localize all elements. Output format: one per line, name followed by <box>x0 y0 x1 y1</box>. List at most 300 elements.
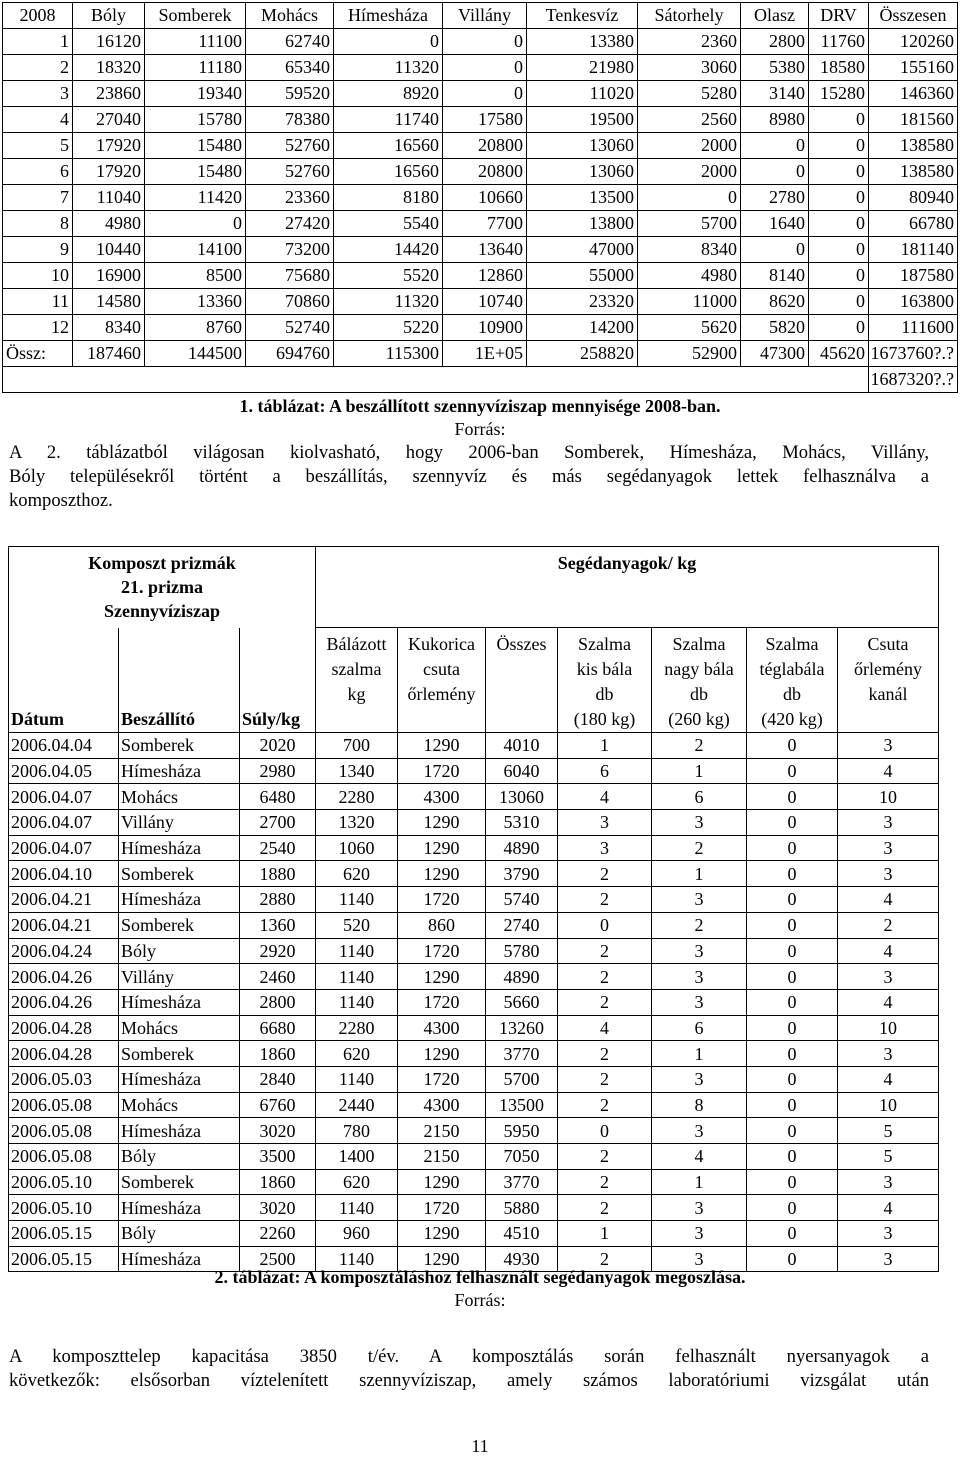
hdr-line: Összes <box>496 634 547 654</box>
table2-cell: Hímesháza <box>119 989 240 1015</box>
table1-cell: 146360 <box>869 81 958 107</box>
table1-cell: 8340 <box>73 315 145 341</box>
table2-cell: 3 <box>652 938 747 964</box>
table1-cell: 8140 <box>741 263 809 289</box>
table2-cell: 5880 <box>486 1195 558 1221</box>
table2-cell: 1290 <box>398 1246 486 1272</box>
table1-cell: 15480 <box>145 133 246 159</box>
table1-row <box>3 211 958 237</box>
table1-cell: 23860 <box>73 81 145 107</box>
table2-row <box>9 1169 939 1195</box>
table2-cell: 1290 <box>398 1041 486 1067</box>
table2-cell: Bóly <box>119 1144 240 1170</box>
table2-cell: 2 <box>558 1144 652 1170</box>
table1-cell: 11180 <box>145 55 246 81</box>
table2-cell: 8 <box>652 1092 747 1118</box>
compost-prism-title <box>9 547 316 628</box>
table2-row <box>9 1144 939 1170</box>
table2-cell: 3 <box>838 733 939 759</box>
table2-cell: 1140 <box>316 989 398 1015</box>
table1-cell: 2780 <box>741 185 809 211</box>
table1-cell: 8760 <box>145 315 246 341</box>
table2-cell: 1140 <box>316 1246 398 1272</box>
table1-cell: 13060 <box>527 159 638 185</box>
table1-header-cell: Tenkesvíz <box>527 3 638 29</box>
table2-row <box>9 758 939 784</box>
table1-cell: 5540 <box>334 211 443 237</box>
table2-cell: 2800 <box>240 989 316 1015</box>
table2-cell: 1 <box>652 1169 747 1195</box>
paragraph-2-line: A komposzttelep kapacitása 3850 t/év. A komposztálás során felhasznált nyersanyagok a <box>9 1346 929 1367</box>
sludge-delivery-table <box>2 2 958 393</box>
table2-row <box>9 861 939 887</box>
table2-cell: 2 <box>652 912 747 938</box>
table1-cell: 14200 <box>527 315 638 341</box>
table2-cell: 6760 <box>240 1092 316 1118</box>
table1-cell: 17920 <box>73 133 145 159</box>
table2-cell: 0 <box>747 810 838 836</box>
table2-row <box>9 1015 939 1041</box>
table2-row <box>9 1041 939 1067</box>
table2-cell: 2920 <box>240 938 316 964</box>
table2-caption: 2. táblázat: A komposztáláshoz felhasznált segédanyagok megoszlása. <box>214 1267 746 1287</box>
table1-cell: 12 <box>3 315 73 341</box>
table1-cell: 66780 <box>869 211 958 237</box>
table2-cell: 6680 <box>240 1015 316 1041</box>
table1-cell: 0 <box>809 211 869 237</box>
table2-cell: 0 <box>747 989 838 1015</box>
table2-cell: 2540 <box>240 835 316 861</box>
table1-cell: 27420 <box>246 211 334 237</box>
table1-cell: 59520 <box>246 81 334 107</box>
table2-cell: 2006.04.21 <box>9 887 119 913</box>
table2-cell: 3020 <box>240 1118 316 1144</box>
table1-cell: 10 <box>3 263 73 289</box>
table1-cell: 0 <box>741 133 809 159</box>
col-suly: Súly/kg <box>240 628 316 733</box>
table1-cell: 3140 <box>741 81 809 107</box>
table2-cell: 4 <box>838 758 939 784</box>
table1-cell: 47000 <box>527 237 638 263</box>
table1-cell: 0 <box>809 159 869 185</box>
table2-cell: 2 <box>558 1169 652 1195</box>
table2-cell: 6 <box>652 784 747 810</box>
table2-cell: 0 <box>747 964 838 990</box>
table2-cell: 5700 <box>486 1066 558 1092</box>
table2-cell: 2006.04.07 <box>9 835 119 861</box>
table1-cell: 11420 <box>145 185 246 211</box>
table2-cell: 2006.05.03 <box>9 1066 119 1092</box>
table1-sum-cell: 47300 <box>741 341 809 367</box>
table2-cell: 3 <box>838 1041 939 1067</box>
table1-cell: 19340 <box>145 81 246 107</box>
table2-cell: 0 <box>747 887 838 913</box>
table2-row <box>9 887 939 913</box>
table2-cell: 1140 <box>316 964 398 990</box>
paragraph-1-line: Bóly településekről történt a beszállítás, szennyvíz és más segédanyagok lettek felhasználva a <box>9 466 929 487</box>
table2-cell: 4890 <box>486 835 558 861</box>
table2-cell: 2 <box>558 1195 652 1221</box>
table2-row <box>9 1221 939 1247</box>
table1-cell: 5820 <box>741 315 809 341</box>
table1-header-cell: Bóly <box>73 3 145 29</box>
table2-cell: 0 <box>747 1066 838 1092</box>
table1-cell: 13360 <box>145 289 246 315</box>
table1-sum-cell: 115300 <box>334 341 443 367</box>
table2-row <box>9 784 939 810</box>
table2-cell: 1880 <box>240 861 316 887</box>
page-number: 11 <box>471 1436 489 1456</box>
table1-cell: 17580 <box>443 107 527 133</box>
table1-cell: 4 <box>3 107 73 133</box>
table2-cell: Hímesháza <box>119 1118 240 1144</box>
col-nagy-bala <box>652 628 747 733</box>
hdr-line: Csuta <box>867 634 909 654</box>
table1-cell: 5 <box>3 133 73 159</box>
table2-cell: 0 <box>747 861 838 887</box>
hdr-line: Szalma <box>765 634 819 654</box>
table2-cell: 10 <box>838 1015 939 1041</box>
table2-cell: 2280 <box>316 784 398 810</box>
table1-cell: 18320 <box>73 55 145 81</box>
table2-cell: 3 <box>652 887 747 913</box>
col-kis-bala <box>558 628 652 733</box>
table1-cell: 17920 <box>73 159 145 185</box>
table2-cell: 780 <box>316 1118 398 1144</box>
table2-cell: 0 <box>747 1015 838 1041</box>
table2-cell: 3 <box>838 1169 939 1195</box>
table1-header-cell: Somberek <box>145 3 246 29</box>
table2-cell: 4 <box>838 938 939 964</box>
table2-cell: 1720 <box>398 758 486 784</box>
hdr-line: kg <box>347 684 366 704</box>
table2-row <box>9 989 939 1015</box>
table2-cell: 3790 <box>486 861 558 887</box>
col-csuta-kanal <box>838 628 939 733</box>
table1-cell: 0 <box>443 29 527 55</box>
table2-cell: 4300 <box>398 784 486 810</box>
table1-cell: 2360 <box>638 29 741 55</box>
table1-cell: 16120 <box>73 29 145 55</box>
table2-cell: 1140 <box>316 887 398 913</box>
table1-cell: 0 <box>443 81 527 107</box>
table1-cell: 2000 <box>638 159 741 185</box>
table1-cell: 27040 <box>73 107 145 133</box>
table2-cell: 1720 <box>398 938 486 964</box>
table1-cell: 13500 <box>527 185 638 211</box>
table2-cell: 0 <box>747 1144 838 1170</box>
table2-cell: 0 <box>747 1118 838 1144</box>
table1-cell: 8 <box>3 211 73 237</box>
table2-cell: 0 <box>747 784 838 810</box>
hdr-line: téglabála <box>759 659 825 679</box>
table2-cell: Hímesháza <box>119 758 240 784</box>
table2-cell: 4930 <box>486 1246 558 1272</box>
table1-cell: 5280 <box>638 81 741 107</box>
table1-cell: 163800 <box>869 289 958 315</box>
col-beszallito: Beszállító <box>119 628 240 733</box>
table2-cell: 2740 <box>486 912 558 938</box>
table2-cell: 2 <box>558 861 652 887</box>
table1-cell: 0 <box>809 263 869 289</box>
table2-cell: 1860 <box>240 1169 316 1195</box>
table1-cell: 11020 <box>527 81 638 107</box>
table1-header-cell: Olasz <box>741 3 809 29</box>
hdr-line: Szalma <box>578 634 631 654</box>
table2-cell: Hímesháza <box>119 1246 240 1272</box>
table2-cell: 3500 <box>240 1144 316 1170</box>
table2-cell: 2 <box>558 989 652 1015</box>
table1-cell: 52760 <box>246 133 334 159</box>
table1-cell: 3060 <box>638 55 741 81</box>
table1-cell: 5520 <box>334 263 443 289</box>
table1-cell: 3 <box>3 81 73 107</box>
table2-cell: 13060 <box>486 784 558 810</box>
table1-cell: 15280 <box>809 81 869 107</box>
hdr-line: csuta <box>423 659 460 679</box>
table1-cell: 20800 <box>443 133 527 159</box>
table1-sum-cell: 694760 <box>246 341 334 367</box>
table2-cell: 3 <box>838 810 939 836</box>
table2-cell: 2006.05.08 <box>9 1092 119 1118</box>
table1-cell: 13060 <box>527 133 638 159</box>
table1-cell: 120260 <box>869 29 958 55</box>
table2-cell: 1 <box>652 758 747 784</box>
table1-row <box>3 29 958 55</box>
table1-cell: 111600 <box>869 315 958 341</box>
table2-cell: 0 <box>558 1118 652 1144</box>
table2-cell: 700 <box>316 733 398 759</box>
table1-row <box>3 133 958 159</box>
table1-cell: 1 <box>3 29 73 55</box>
table1-cell: 0 <box>443 55 527 81</box>
table2-cell: 3 <box>838 835 939 861</box>
sum-label: Össz: <box>3 341 73 367</box>
table2-cell: Bóly <box>119 1221 240 1247</box>
table2-cell: 2 <box>558 1066 652 1092</box>
hdr-line: (180 kg) <box>573 709 636 729</box>
table2-cell: 2150 <box>398 1118 486 1144</box>
table2-cell: 3 <box>652 1118 747 1144</box>
compost-title-line: 21. prizma <box>121 577 203 597</box>
table2-cell: Somberek <box>119 912 240 938</box>
table2-cell: 2980 <box>240 758 316 784</box>
hdr-line: db <box>783 684 801 704</box>
table2-cell: Somberek <box>119 733 240 759</box>
table1-cell: 15780 <box>145 107 246 133</box>
table2-cell: 2006.04.07 <box>9 784 119 810</box>
table2-cell: 2 <box>558 1041 652 1067</box>
paragraph-1 <box>9 441 929 513</box>
table1-cell: 9 <box>3 237 73 263</box>
table2-cell: Somberek <box>119 861 240 887</box>
table1-cell: 5220 <box>334 315 443 341</box>
table2-cell: 1290 <box>398 861 486 887</box>
table2-cell: Mohács <box>119 1015 240 1041</box>
table1-cell: 20800 <box>443 159 527 185</box>
table2-cell: 0 <box>747 1092 838 1118</box>
table1-cell: 181140 <box>869 237 958 263</box>
table1-cell: 11040 <box>73 185 145 211</box>
table2-cell: 2 <box>558 938 652 964</box>
table2-cell: 1290 <box>398 733 486 759</box>
table2-cell: 3 <box>838 1221 939 1247</box>
table2-cell: 7050 <box>486 1144 558 1170</box>
table1-row <box>3 185 958 211</box>
hdr-line: (260 kg) <box>668 709 730 729</box>
table1-cell: 5380 <box>741 55 809 81</box>
table1-cell: 4980 <box>638 263 741 289</box>
table1-row <box>3 263 958 289</box>
table1-cell: 10660 <box>443 185 527 211</box>
table2-cell: 3 <box>652 810 747 836</box>
table1-cell: 138580 <box>869 159 958 185</box>
table1-cell: 10900 <box>443 315 527 341</box>
table1-cell: 2000 <box>638 133 741 159</box>
table1-cell: 0 <box>145 211 246 237</box>
table2-cell: 4 <box>558 784 652 810</box>
table2-cell: 1360 <box>240 912 316 938</box>
table2-cell: 5780 <box>486 938 558 964</box>
table1-cell: 0 <box>809 185 869 211</box>
table2-cell: 5740 <box>486 887 558 913</box>
table2-cell: 2460 <box>240 964 316 990</box>
table2-cell: 1320 <box>316 810 398 836</box>
table1-cell: 4980 <box>73 211 145 237</box>
table1-cell: 52760 <box>246 159 334 185</box>
col-osszes <box>486 628 558 733</box>
table2-cell: 2006.05.08 <box>9 1144 119 1170</box>
table2-cell: Villány <box>119 964 240 990</box>
paragraph-1-line: A 2. táblázatból világosan kiolvasható, hogy 2006-ban Somberek, Hímesháza, Mohács, Villány, <box>9 442 929 463</box>
table2-cell: 1 <box>652 861 747 887</box>
table1-cell: 0 <box>809 107 869 133</box>
table2-cell: Somberek <box>119 1041 240 1067</box>
table1-header-cell: 2008 <box>3 3 73 29</box>
table2-cell: 2 <box>838 912 939 938</box>
table1-cell: 5700 <box>638 211 741 237</box>
table2-cell: 1290 <box>398 964 486 990</box>
table1-cell: 1640 <box>741 211 809 237</box>
table2-cell: 0 <box>747 1246 838 1272</box>
table2-cell: 0 <box>747 733 838 759</box>
table2-cell: 0 <box>747 1221 838 1247</box>
table2-cell: 2280 <box>316 1015 398 1041</box>
table2-cell: 2006.04.04 <box>9 733 119 759</box>
table2-cell: 3020 <box>240 1195 316 1221</box>
table1-row <box>3 81 958 107</box>
table1-sum-cell: 1673760?.? <box>869 341 958 367</box>
table2-cell: 2006.04.07 <box>9 810 119 836</box>
table1-cell: 11320 <box>334 55 443 81</box>
table2-cell: 6 <box>558 758 652 784</box>
table2-cell: 6 <box>652 1015 747 1041</box>
table1-header-row <box>3 3 958 29</box>
table2-cell: 0 <box>747 1195 838 1221</box>
table1-header-cell: Sátorhely <box>638 3 741 29</box>
paragraph-2 <box>9 1345 929 1393</box>
hdr-line: szalma <box>331 659 382 679</box>
table1-cell: 13640 <box>443 237 527 263</box>
table1-header-cell: Összesen <box>869 3 958 29</box>
table2-cell: 2006.04.10 <box>9 861 119 887</box>
table2-cell: 4010 <box>486 733 558 759</box>
hdr-line: db <box>595 684 614 704</box>
table2-cell: 1400 <box>316 1144 398 1170</box>
table1-cell: 2800 <box>741 29 809 55</box>
table2-cell: 2006.05.10 <box>9 1169 119 1195</box>
table2-cell: 1290 <box>398 810 486 836</box>
table2-cell: 1340 <box>316 758 398 784</box>
table1-cell: 10740 <box>443 289 527 315</box>
table2-cell: 2 <box>652 733 747 759</box>
table2-cell: 2 <box>558 1246 652 1272</box>
table2-cell: 860 <box>398 912 486 938</box>
table2-row <box>9 1195 939 1221</box>
table2-cell: 1720 <box>398 887 486 913</box>
table1-cell: 8340 <box>638 237 741 263</box>
table2-cell: 1290 <box>398 835 486 861</box>
table2-cell: Hímesháza <box>119 1195 240 1221</box>
table1-cell: 10440 <box>73 237 145 263</box>
hdr-line: kis bála <box>576 659 633 679</box>
table1-cell: 78380 <box>246 107 334 133</box>
table2-cell: 3 <box>558 835 652 861</box>
table2-cell: 5660 <box>486 989 558 1015</box>
table2-cell: 4 <box>838 1066 939 1092</box>
table2-cell: 2006.04.21 <box>9 912 119 938</box>
table1-extra-value: 1687320?.? <box>869 367 958 393</box>
table1-source: Forrás: <box>454 419 506 439</box>
table2-header-row-2 <box>9 628 939 733</box>
table1-cell: 14420 <box>334 237 443 263</box>
table2-cell: Hímesháza <box>119 835 240 861</box>
table2-cell: 1720 <box>398 1066 486 1092</box>
table1-row <box>3 55 958 81</box>
table2-cell: 620 <box>316 1169 398 1195</box>
table2-cell: Hímesháza <box>119 1066 240 1092</box>
table2-cell: 3 <box>558 810 652 836</box>
table1-cell: 8500 <box>145 263 246 289</box>
table1-cell: 5620 <box>638 315 741 341</box>
table1-cell: 7 <box>3 185 73 211</box>
table2-cell: 1290 <box>398 1221 486 1247</box>
table1-row <box>3 289 958 315</box>
table2-cell: 4890 <box>486 964 558 990</box>
table2-cell: 1060 <box>316 835 398 861</box>
table2-cell: 2006.05.15 <box>9 1246 119 1272</box>
table2-cell: 3 <box>838 1246 939 1272</box>
table2-cell: 1 <box>558 733 652 759</box>
table1-sum-cell: 1E+05 <box>443 341 527 367</box>
table2-cell: 0 <box>747 758 838 784</box>
table2-cell: 1 <box>558 1221 652 1247</box>
paragraph-1-line: komposzthoz. <box>9 490 113 511</box>
table1-cell: 16900 <box>73 263 145 289</box>
table1-cell: 12860 <box>443 263 527 289</box>
table1-cell: 52740 <box>246 315 334 341</box>
table1-cell: 187580 <box>869 263 958 289</box>
table1-cell: 70860 <box>246 289 334 315</box>
table1-cell: 19500 <box>527 107 638 133</box>
table2-cell: 2 <box>558 1092 652 1118</box>
table1-header-cell: Mohács <box>246 3 334 29</box>
table2-cell: 2006.04.26 <box>9 989 119 1015</box>
table1-cell: 14100 <box>145 237 246 263</box>
table1-cell: 62740 <box>246 29 334 55</box>
table1-sum-cell: 187460 <box>73 341 145 367</box>
table1-sum-cell: 258820 <box>527 341 638 367</box>
